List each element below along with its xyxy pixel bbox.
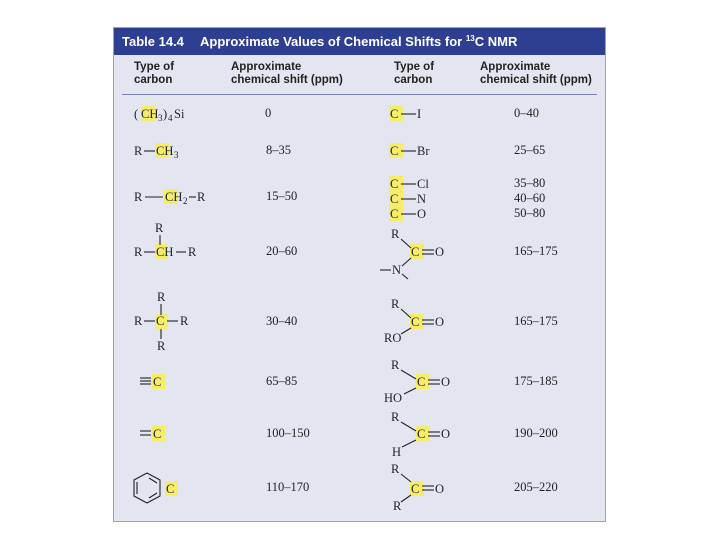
svg-text:Si: Si	[174, 107, 185, 121]
quaternary-structure	[134, 290, 189, 353]
svg-text:2: 2	[183, 196, 188, 206]
svg-text:3: 3	[158, 113, 163, 123]
svg-text:O: O	[417, 207, 427, 221]
svg-text:R: R	[391, 297, 400, 311]
svg-text:C: C	[411, 245, 420, 259]
shift-value: 100–150	[266, 426, 310, 440]
shift-value: 50–80	[514, 206, 546, 220]
aldehyde-structure	[391, 410, 450, 459]
svg-text:C: C	[411, 482, 420, 496]
shift-value: 40–60	[514, 191, 546, 205]
svg-text:CH: CH	[156, 245, 174, 259]
amide-structure	[380, 227, 444, 279]
table-number: Table 14.4	[122, 34, 184, 49]
svg-text:CH: CH	[156, 144, 174, 158]
shift-value: 65–85	[266, 374, 298, 388]
svg-text:O: O	[435, 245, 445, 259]
svg-text:R: R	[391, 227, 400, 241]
svg-text:C: C	[390, 107, 399, 121]
header-type-left: Type of carbon	[134, 61, 175, 86]
table-title: Approximate Values of Chemical Shifts for $^{13}$C NMR	[200, 34, 518, 49]
svg-text:C: C	[166, 482, 175, 496]
methyl-structure	[134, 144, 179, 160]
svg-text:O: O	[441, 375, 451, 389]
svg-text:C: C	[390, 192, 399, 206]
svg-text:R: R	[188, 245, 197, 259]
bromide-structure	[390, 144, 430, 158]
shift-value: 20–60	[266, 244, 298, 258]
svg-text:(: (	[134, 107, 139, 121]
ester-structure	[384, 297, 444, 345]
svg-text:R: R	[393, 499, 402, 513]
acid-structure	[384, 358, 450, 405]
svg-text:R: R	[134, 190, 143, 204]
shift-value: 0–40	[514, 106, 539, 120]
shift-value: 175–185	[514, 374, 558, 388]
svg-text:O: O	[441, 427, 451, 441]
svg-text:C: C	[156, 314, 165, 328]
header-shift-left: Approximate chemical shift (ppm)	[231, 61, 343, 86]
svg-text:CH: CH	[165, 190, 183, 204]
svg-text:HO: HO	[384, 391, 403, 405]
heteroatom-structures	[390, 177, 429, 221]
svg-text:C: C	[417, 427, 426, 441]
svg-text:R: R	[157, 339, 166, 353]
iodide-structure	[390, 107, 421, 121]
svg-text:R: R	[391, 358, 400, 372]
shift-value: 15–50	[266, 189, 298, 203]
shift-value: 190–200	[514, 426, 558, 440]
shift-value: 0	[265, 106, 272, 120]
svg-text:I: I	[417, 107, 422, 121]
shift-value: 30–40	[266, 314, 298, 328]
svg-text:R: R	[134, 314, 143, 328]
alkyne-structure	[140, 375, 161, 389]
svg-text:R: R	[134, 245, 143, 259]
svg-text:R: R	[157, 290, 166, 304]
svg-text:C: C	[390, 207, 399, 221]
header-type-right: Type of carbon	[394, 61, 435, 86]
svg-text:C: C	[411, 315, 420, 329]
svg-text:R: R	[134, 144, 143, 158]
shift-value: 165–175	[514, 244, 558, 258]
svg-text:R: R	[155, 221, 164, 235]
svg-text:C: C	[390, 177, 399, 191]
svg-text:4: 4	[168, 113, 173, 123]
svg-text:CH: CH	[141, 107, 159, 121]
svg-text:N: N	[392, 263, 402, 277]
svg-text:R: R	[391, 462, 400, 476]
svg-text:O: O	[435, 482, 445, 496]
svg-text:RO: RO	[384, 331, 402, 345]
shift-value: 165–175	[514, 314, 558, 328]
svg-text:Br: Br	[417, 144, 430, 158]
aromatic-structure	[134, 473, 174, 503]
header-shift-right: Approximate chemical shift (ppm)	[480, 61, 592, 86]
svg-text:C: C	[153, 427, 162, 441]
shift-value: 35–80	[514, 176, 546, 190]
methine-structure	[134, 221, 197, 259]
isotope-mass: 13	[465, 34, 475, 43]
svg-text:R: R	[180, 314, 189, 328]
shift-value: 110–170	[266, 480, 310, 494]
svg-text:R: R	[197, 190, 206, 204]
shift-value: 25–65	[514, 143, 546, 157]
svg-text:3: 3	[174, 150, 179, 160]
svg-text:): )	[163, 107, 168, 121]
methylene-structure	[134, 190, 206, 206]
shift-value: 205–220	[514, 480, 558, 494]
shift-value: 8–35	[266, 143, 291, 157]
alkene-structure	[140, 427, 161, 441]
svg-text:C: C	[153, 375, 162, 389]
tms-structure	[134, 107, 185, 123]
svg-text:H: H	[392, 445, 402, 459]
svg-text:Cl: Cl	[417, 177, 429, 191]
svg-text:O: O	[435, 315, 445, 329]
svg-text:R: R	[391, 410, 400, 424]
ketone-structure	[391, 462, 444, 513]
svg-text:C: C	[390, 144, 399, 158]
svg-text:C: C	[417, 375, 426, 389]
svg-text:N: N	[417, 192, 427, 206]
